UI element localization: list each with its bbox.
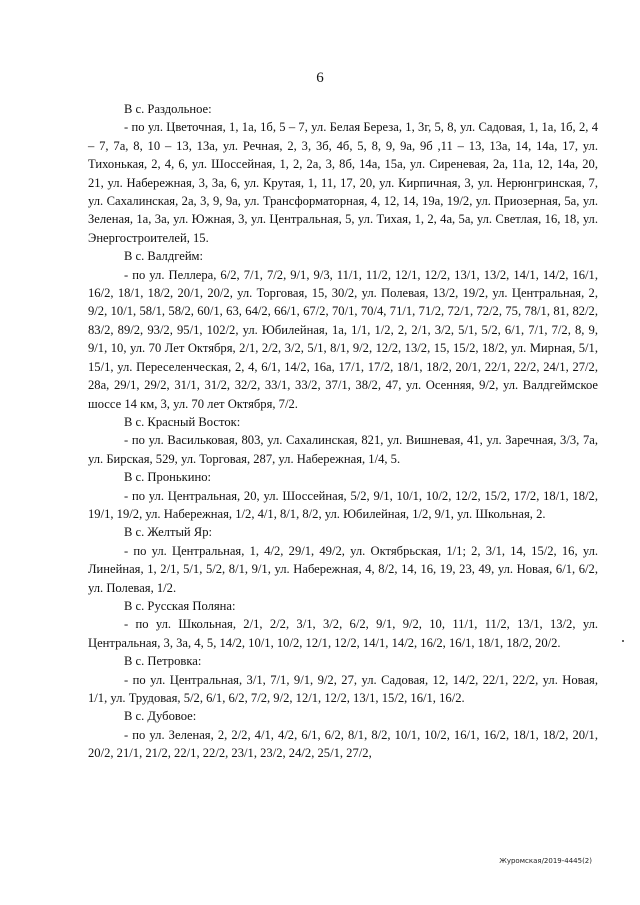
- address-list-razdolnoe: - по ул. Цветочная, 1, 1а, 1б, 5 – 7, ул. Белая Береза, 1, 3г, 5, 8, ул. Садовая, 1, 1а, 1б, 2, 4 – 7, 7а, 8, 10 – 13, 13а, ул. Речная, 2, 3, 3б, 4б, 5, 8, 9, 9а, 9б ,11 – 13, 13а, 14, 14а, 17, ул. Тихонькая, 2, 4, 6, ул. Шоссейная, 1, 2, 2а, 3, 8б, 14а, 15а, ул. Сиреневая, 2а, 11а, 12, 14а, 20, 21, ул. Набережная, 3, 3а, 6, ул. Крутая, 1, 11, 17, 20, ул. Кирпичная, 3, ул. Нерюнгринская, 7, ул. Сахалинская, 2а, 3, 9, 9а, ул. Трансформаторная, 4, 12, 14, 19а, 19/2, ул. Приозерная, 5а, ул. Зеленая, 1а, 3а, ул. Южная, 3, ул. Центральная, 5, ул. Тихая, 1, 2, 4а, 5а, ул. Светлая, 16, 18, ул. Энергостроителей, 15.: [88, 120, 598, 245]
- address-list-russkaya-polyana: - по ул. Школьная, 2/1, 2/2, 3/1, 3/2, 6/2, 9/1, 9/2, 10, 11/1, 11/2, 13/1, 13/2, ул. Центральная, 3, 3а, 4, 5, 14/2, 10/1, 10/2, 12/1, 12/2, 14/1, 14/2, 16/2, 16/1, 18/1, 18/2, 20/2.: [88, 617, 598, 650]
- village-heading-russkaya-polyana: В с. Русская Поляна:: [124, 598, 236, 613]
- village-heading-krasny-vostok: В с. Красный Восток:: [124, 414, 241, 429]
- village-heading-pronkino: В с. Пронькино:: [124, 470, 212, 485]
- village-heading-zhelty-yar: В с. Желтый Яр:: [124, 525, 213, 540]
- address-list-krasny-vostok: - по ул. Васильковая, 803, ул. Сахалинская, 821, ул. Вишневая, 41, ул. Заречная, 3/3, 7а, ул. Бирская, 529, ул. Торговая, 287, ул. Набережная, 1/4, 5.: [88, 433, 598, 466]
- address-list-pronkino: - по ул. Центральная, 20, ул. Шоссейная, 5/2, 9/1, 10/1, 10/2, 12/2, 15/2, 17/2, 18/1, 18/2, 19/1, 19/2, ул. Набережная, 1/2, 4/1, 8/1, 8/2, ул. Юбилейная, 1/2, 9/1, ул. Школьная, 2.: [88, 488, 598, 521]
- footer-document-code: Журомская/2019-4445(2): [499, 857, 592, 865]
- address-list-dubovoe: - по ул. Зеленая, 2, 2/2, 4/1, 4/2, 6/1, 6/2, 8/1, 8/2, 10/1, 10/2, 16/1, 16/2, 18/1, 18/2, 20/1, 20/2, 21/1, 21/2, 22/1, 22/2, 23/1, 23/2, 24/2, 25/1, 27/2,: [88, 727, 598, 761]
- address-list-zhelty-yar: - по ул. Центральная, 1, 4/2, 29/1, 49/2, ул. Октябрьская, 1/1; 2, 3/1, 14, 15/2, 16, ул. Линейная, 1, 2/1, 5/1, 5/2, 8/1, 9/1, ул. Набережная, 4, 8/2, 14, 16, 19, 23, 49, ул. Новая, 6/1, 6/2, ул. Полевая, 1/2.: [88, 543, 598, 595]
- village-heading-valdgeim: В с. Валдгейм:: [124, 249, 204, 264]
- page-number: 6: [316, 70, 324, 86]
- village-heading-dubovoe: В с. Дубовое:: [124, 709, 197, 724]
- village-heading-razdolnoe: В с. Раздольное:: [124, 102, 212, 116]
- village-heading-petrovka: В с. Петровка:: [124, 654, 202, 669]
- document-body: [88, 100, 598, 763]
- address-list-petrovka: - по ул. Центральная, 3/1, 7/1, 9/1, 9/2, 27, ул. Садовая, 12, 14/2, 22/1, 22/2, ул. Новая, 1/1, ул. Трудовая, 5/2, 6/1, 6/2, 7/2, 9/2, 12/1, 12/2, 13/1, 15/2, 16/1, 16/2.: [88, 672, 598, 705]
- scan-artifact-dot: [622, 640, 624, 642]
- address-list-valdgeim: - по ул. Пеллера, 6/2, 7/1, 7/2, 9/1, 9/3, 11/1, 11/2, 12/1, 12/2, 13/1, 13/2, 14/1, 14/2, 16/1, 16/2, 18/1, 18/2, 20/1, 20/2, ул. Торговая, 15, 30/2, ул. Полевая, 13/2, 19/2, ул. Центральная, 2, 9/2, 10/1, 58/1, 58/2, 60/1, 63, 64/2, 66/1, 67/2, 70/1, 70/4, 71/1, 71/2, 72/1, 72/2, 75, 78/1, 81, 82/2, 83/2, 89/2, 93/2, 95/1, 102/2, ул. Юбилейная, 1а, 1/1, 1/2, 2, 2/1, 3/2, 5/1, 5/2, 6/1, 7/1, 7/2, 8, 9, 9/1, 10, ул. 70 Лет Октября, 2/1, 2/2, 3/2, 5/1, 8/1, 9/2, 12/2, 13/2, 15, 15/2, 18/2, ул. Мирная, 5/1, 15/1, ул. Переселенческая, 2, 4, 6/1, 14/2, 16а, 17/1, 17/2, 18/1, 18/2, 20/1, 22/1, 22/2, 24/1, 27/2, 28а, 29/1, 29/2, 31/1, 31/2, 32/2, 33/1, 33/2, 37/1, 38/2, 47, ул. Осенняя, 9/2, ул. Валдгеймское шоссе 14 км, 3, ул. 70 лет Октября, 7/2.: [88, 267, 598, 411]
